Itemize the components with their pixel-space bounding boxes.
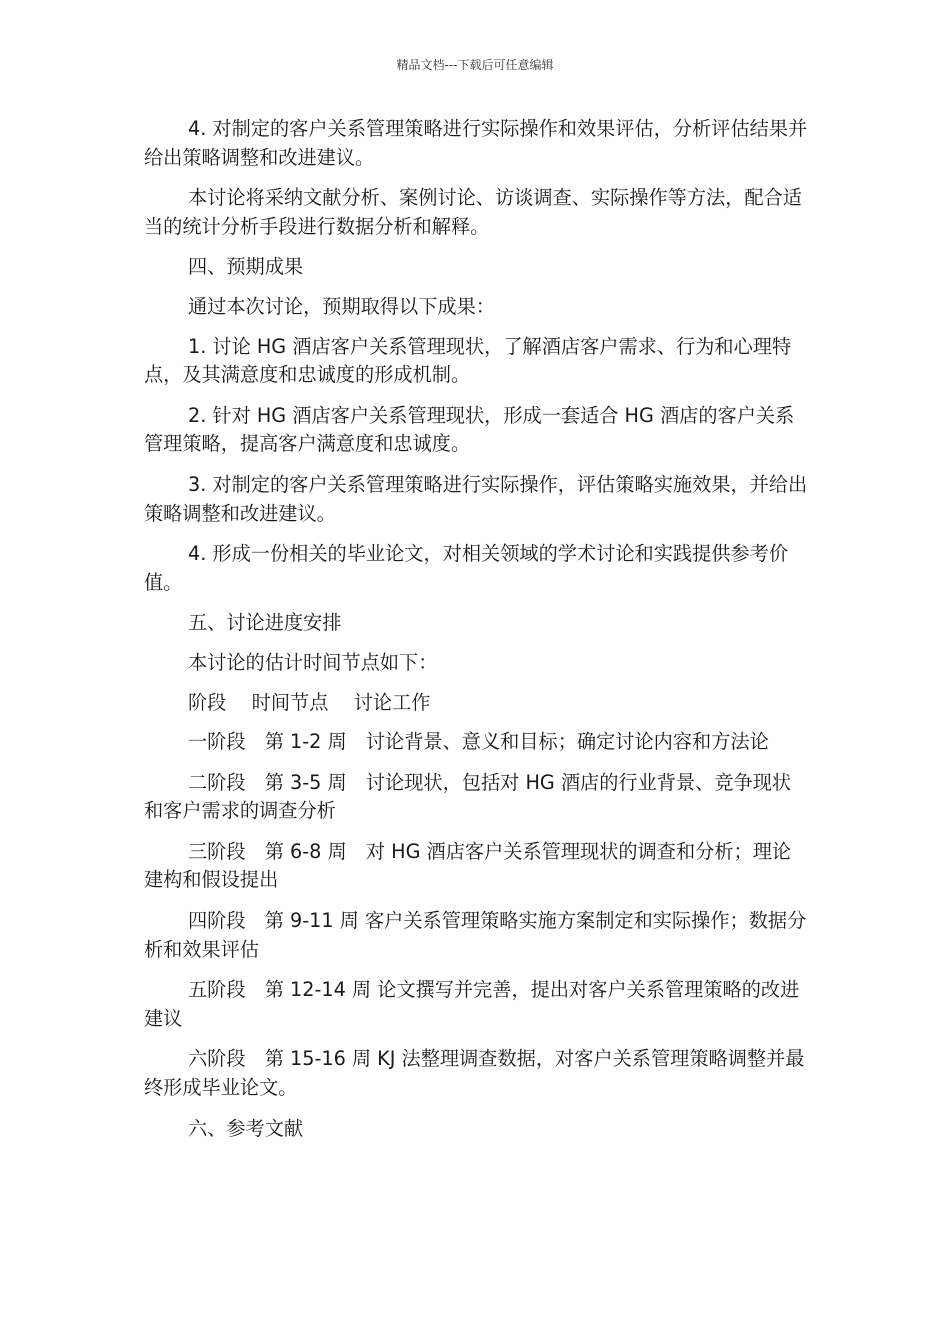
page-header: 精品文档---下载后可任意编辑 [396,58,554,72]
paragraph-result-2: 2. 针对 HG 酒店客户关系管理现状，形成一套适合 HG 酒店的客户关系管理策略，提高客户满意度和忠诚度。 [144,403,795,456]
schedule-row-2: 二阶段 第 3-5 周 讨论现状，包括对 HG 酒店的行业背景、竞争现状和客户需求的调查分析 [144,770,792,823]
paragraph-result-3: 3. 对制定的客户关系管理策略进行实际操作，评估策略实施效果，并给出策略调整和改进建议。 [144,472,808,525]
section-heading-schedule: 五、讨论进度安排 [188,611,342,635]
paragraph-result-4: 4. 形成一份相关的毕业论文，对相关领域的学术讨论和实践提供参考价值。 [144,542,789,594]
schedule-header-row: 阶段 时间节点 讨论工作 [188,690,431,714]
section-heading-expected-results: 四、预期成果 [188,255,304,279]
section-heading-references: 六、参考文献 [188,1116,304,1140]
paragraph-result-1: 1. 讨论 HG 酒店客户关系管理现状，了解酒店客户需求、行为和心理特点，及其满意度和忠诚度的形成机制。 [144,334,792,387]
schedule-row-5: 五阶段 第 12-14 周 论文撰写并完善，提出对客户关系管理策略的改进建议 [144,978,800,1030]
schedule-row-1: 一阶段 第 1-2 周 讨论背景、意义和目标；确定讨论内容和方法论 [188,730,769,754]
paragraph-method-4: 4. 对制定的客户关系管理策略进行实际操作和效果评估，分析评估结果并给出策略调整和改进建议。 [144,117,808,169]
schedule-row-3: 三阶段 第 6-8 周 对 HG 酒店客户关系管理现状的调查和分析；理论建构和假设提出 [144,839,792,892]
schedule-row-6: 六阶段 第 15-16 周 KJ 法整理调查数据，对客户关系管理策略调整并最终形成毕业论文。 [144,1047,805,1100]
document-body [144,115,810,1154]
paragraph-methods: 本讨论将采纳文献分析、案例讨论、访谈调查、实际操作等方法，配合适当的统计分析手段进行数据分析和解释。 [144,186,802,238]
paragraph-results-intro: 通过本次讨论，预期取得以下成果： [188,294,495,318]
schedule-row-4: 四阶段 第 9-11 周 客户关系管理策略实施方案制定和实际操作；数据分析和效果评估 [144,909,807,961]
paragraph-schedule-intro: 本讨论的估计时间节点如下： [188,650,438,674]
